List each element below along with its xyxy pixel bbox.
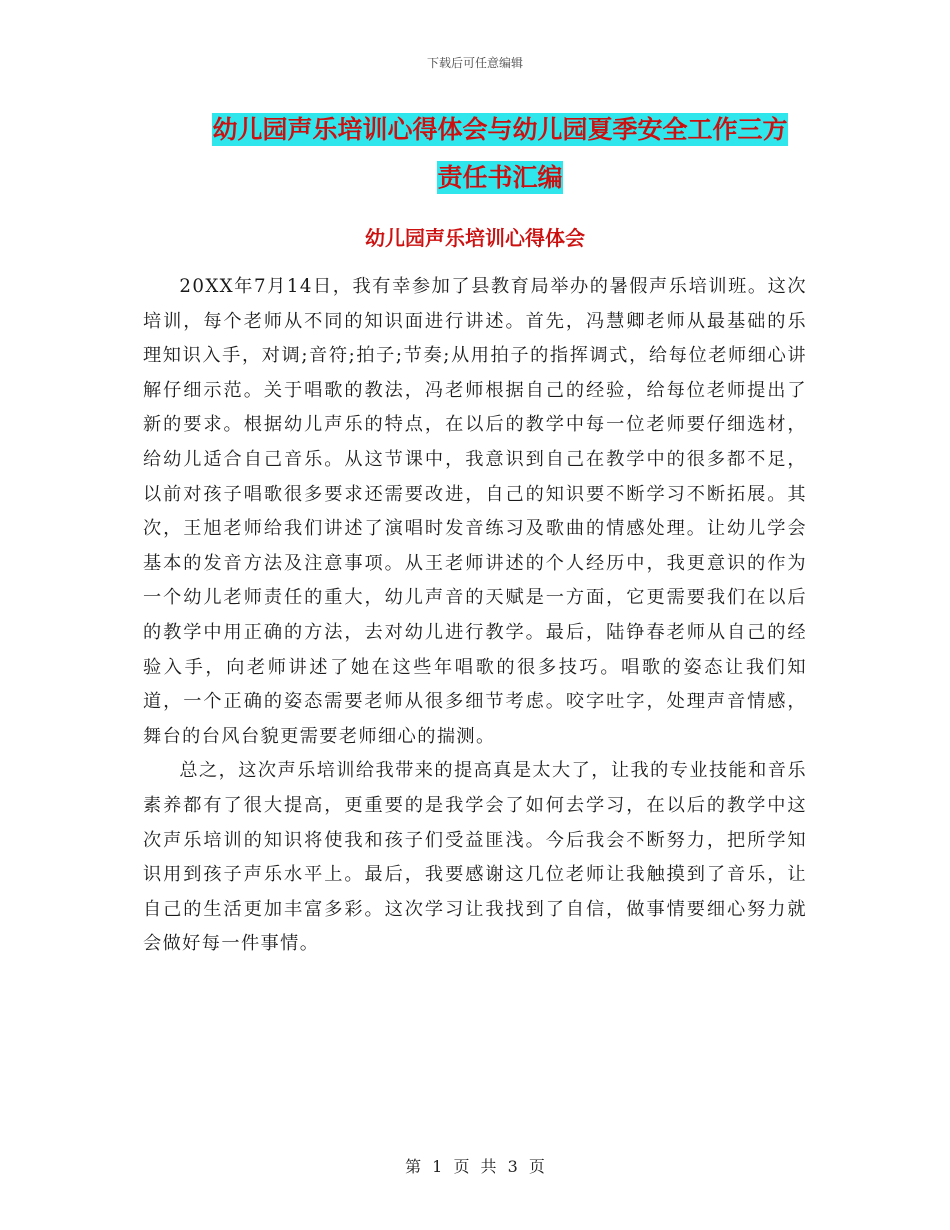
document-title <box>190 106 810 202</box>
document-body <box>143 270 807 962</box>
paragraph-2: 总之，这次声乐培训给我带来的提高真是太大了，让我的专业技能和音乐素养都有了很大提高，更重要的是我学会了如何去学习，在以后的教学中这次声乐培训的知识将使我和孩子们受益匪浅。今后我会不断努力，把所学知识用到孩子声乐水平上。最后，我要感谢这几位老师让我触摸到了音乐，让自己的生活更加丰富多彩。这次学习让我找到了自信，做事情要细心努力就会做好每一件事情。 <box>143 760 807 955</box>
page-number-footer: 第 1 页 共 3 页 <box>405 1157 545 1176</box>
document-title-line-1: 幼儿园声乐培训心得体会与幼儿园夏季安全工作三方 <box>212 115 788 144</box>
section-title: 幼儿园声乐培训心得体会 <box>365 226 585 250</box>
paragraph-1: 20XX年7月14日，我有幸参加了县教育局举办的暑假声乐培训班。这次培训，每个老师从不同的知识面进行讲述。首先，冯慧卿老师从最基础的乐理知识入手，对调;音符;拍子;节奏;从用拍子的指挥调式，给每位老师细心讲解仔细示范。关于唱歌的教法，冯老师根据自己的经验，给每位老师提出了新的要求。根据幼儿声乐的特点，在以后的教学中每一位老师要仔细选材，给幼儿适合自己音乐。从这节课中，我意识到自己在教学中的很多都不足，以前对孩子唱歌很多要求还需要改进，自己的知识要不断学习不断拓展。其次，王旭老师给我们讲述了演唱时发音练习及歌曲的情感处理。让幼儿学会基本的发音方法及注意事项。从王老师讲述的个人经历中，我更意识的作为一个幼儿老师责任的重大，幼儿声音的天赋是一方面，它更需要我们在以后的教学中用正确的方法，去对幼儿进行教学。最后，陆铮春老师从自己的经验入手，向老师讲述了她在这些年唱歌的很多技巧。唱歌的姿态让我们知道，一个正确的姿态需要老师从很多细节考虑。咬字吐字，处理声音情感，舞台的台风台貌更需要老师细心的揣测。 <box>143 276 807 747</box>
header-note: 下载后可任意编辑 <box>426 56 523 70</box>
document-title-line-2: 责任书汇编 <box>437 163 563 192</box>
